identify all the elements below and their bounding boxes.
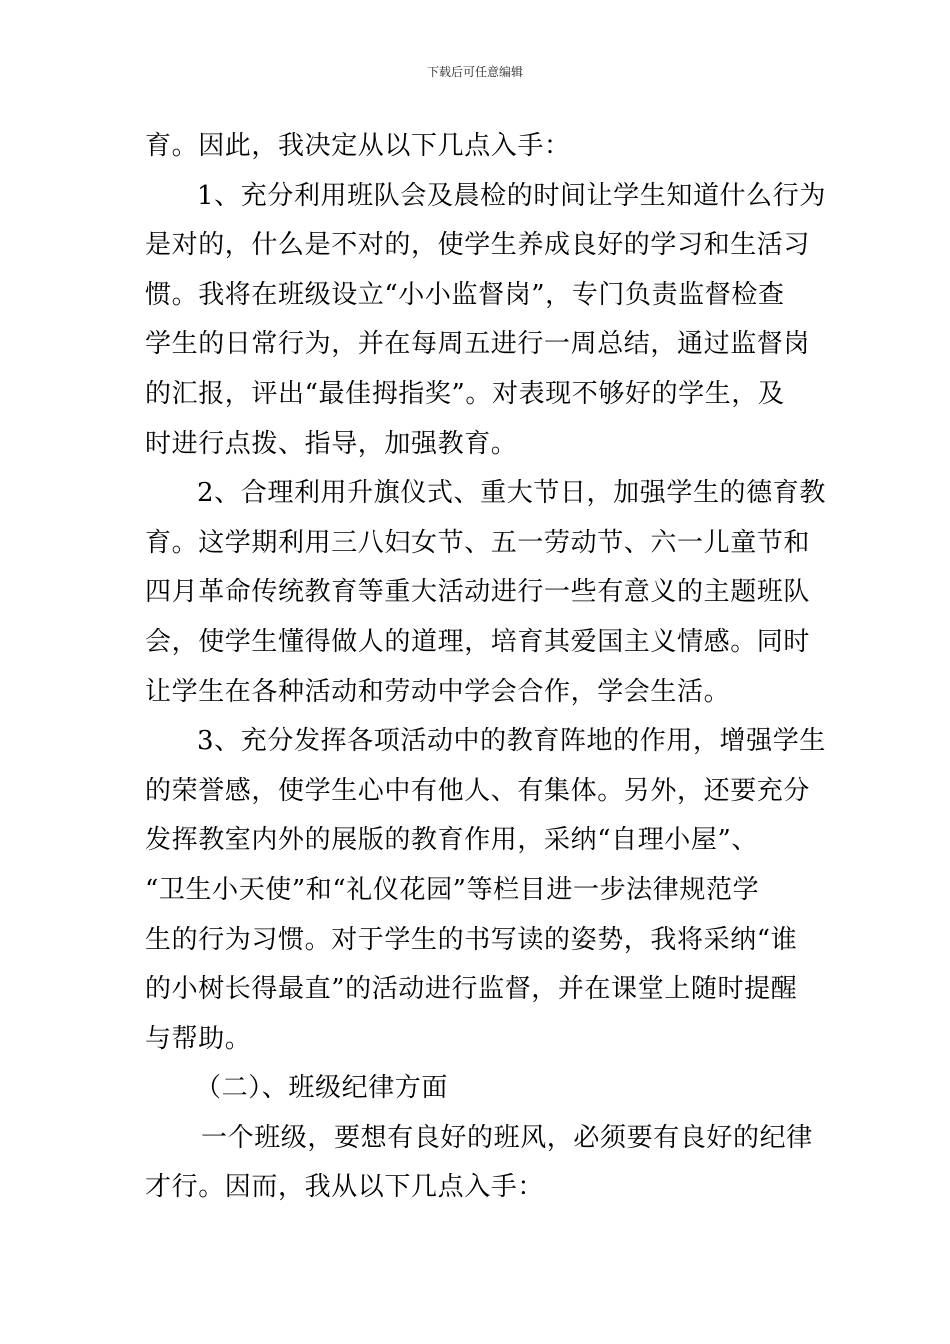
- text-line: “卫生小天使”和“礼仪花园”等栏目进一步法律规范学: [145, 874, 760, 905]
- text-line: 的汇报，评出“最佳拇指奖”。对表现不够好的学生，及: [145, 378, 785, 409]
- text-line: 让学生在各种活动和劳动中学会合作，学会生活。: [145, 676, 731, 707]
- text-line: 发挥教室内外的展版的教育作用，采纳“自理小屋”、: [145, 825, 758, 856]
- text-line: 时进行点拨、指导，加强教育。: [145, 428, 518, 459]
- text-line: 才行。因而，我从以下几点入手：: [145, 1172, 545, 1203]
- text-line: 四月革命传统教育等重大活动进行一些有意义的主题班队: [145, 577, 811, 608]
- text-line: 学生的日常行为，并在每周五进行一周总结，通过监督岗: [145, 329, 811, 360]
- text-line: 会，使学生懂得做人的道理，培育其爱国主义情感。同时: [145, 626, 811, 657]
- paragraph-1-start: 1、充分利用班队会及晨检的时间让学生知道什么行为: [197, 180, 826, 211]
- document-body: [145, 122, 826, 1213]
- text-line: 的荣誉感，使学生心中有他人、有集体。另外，还要充分: [145, 775, 811, 806]
- text-line: 育。这学期利用三八妇女节、五一劳动节、六一儿童节和: [145, 527, 811, 558]
- section-heading: （二）、班级纪律方面: [195, 1073, 449, 1104]
- paragraph-3-start: 3、充分发挥各项活动中的教育阵地的作用，增强学生: [197, 726, 826, 757]
- paragraph-2-start: 2、合理利用升旗仪式、重大节日，加强学生的德育教: [197, 478, 826, 509]
- text-line: 育。因此，我决定从以下几点入手：: [145, 131, 571, 161]
- text-line: 惯。我将在班级设立“小小监督岗”，专门负责监督检查: [145, 279, 785, 310]
- text-line: 与帮助。: [145, 1023, 252, 1054]
- text-line: 生的行为习惯。对于学生的书写读的姿势，我将采纳“谁: [145, 924, 798, 955]
- text-line: 是对的，什么是不对的，使学生养成良好的学习和生活习: [145, 230, 811, 261]
- paragraph-4-start: 一个班级，要想有良好的班风，必须要有良好的纪律: [201, 1122, 813, 1153]
- text-line: 的小树长得最直”的活动进行监督，并在课堂上随时提醒: [145, 974, 798, 1005]
- page-header: 下载后可任意编辑: [426, 65, 523, 79]
